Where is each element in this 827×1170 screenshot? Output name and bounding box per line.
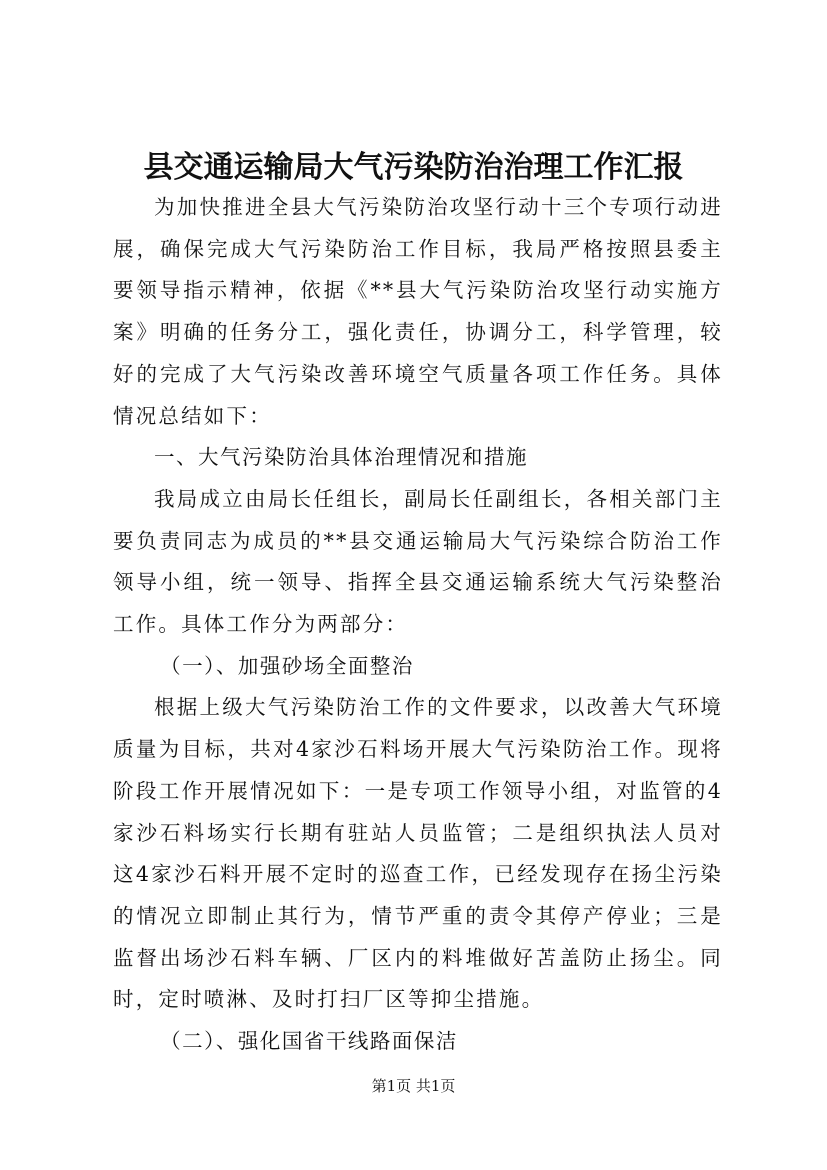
section-heading-1: 一、大气污染防治具体治理情况和措施 — [154, 445, 528, 470]
subsection-heading-1: （一）、加强砂场全面整治 — [160, 653, 414, 678]
page-footer: 第1页 共1页 — [371, 1077, 456, 1095]
sand-yard-paragraph: 根据上级大气污染防治工作的文件要求，以改善大气环境质量为目标，共对4家沙石料场开展大气污染防治工作。现将阶段工作开展情况如下：一是专项工作领导小组，对监管的4家沙石料场实行长期有驻站人员监管；二是组织执法人员对这4家沙石料开展不定时的巡查工作，已经发现存在扬尘污染的情况立即制止其行为，情节严重的责令其停产停业；三是监督出场沙石料车辆、厂区内的料堆做好苫盖防止扬尘。同时，定时喷淋、及时打扫厂区等抑尘措施。 — [113, 695, 723, 1012]
document-body — [113, 187, 723, 1063]
intro-paragraph: 为加快推进全县大气污染防治攻坚行动十三个专项行动进展，确保完成大气污染防治工作目标，我局严格按照县委主要领导指示精神，依据《**县大气污染防治攻坚行动实施方案》明确的任务分工，强化责任，协调分工，科学管理，较好的完成了大气污染改善环境空气质量各项工作任务。具体情况总结如下： — [113, 195, 723, 428]
subsection-heading-2: （二）、强化国省干线路面保洁 — [160, 1029, 458, 1054]
leadership-paragraph: 我局成立由局长任组长，副局长任副组长，各相关部门主要负责同志为成员的**县交通运输局大气污染综合防治工作领导小组，统一领导、指挥全县交通运输系统大气污染整治工作。具体工作分为两部分： — [113, 486, 723, 637]
document-title: 县交通运输局大气污染防治治理工作汇报 — [143, 150, 684, 185]
